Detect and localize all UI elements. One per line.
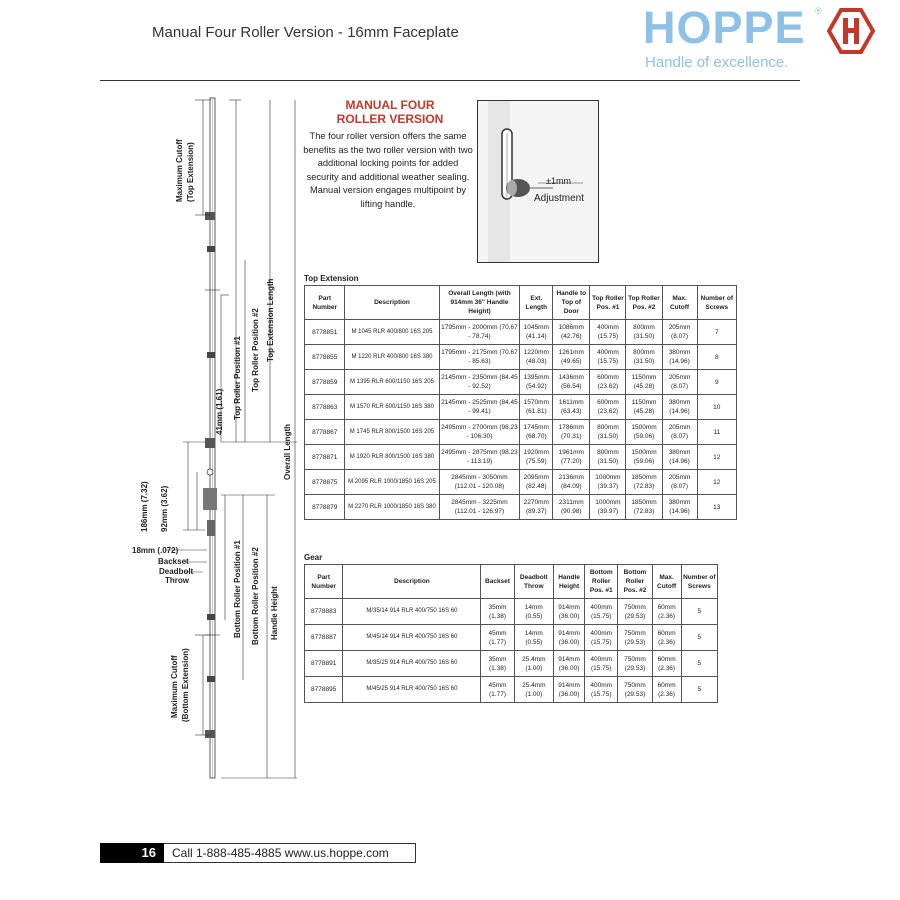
bottom-roller-position-1-label: Bottom Roller Position #1 xyxy=(233,540,242,638)
table-cell: 800mm (31.50) xyxy=(590,420,626,445)
part-number-cell: 8778875 xyxy=(305,470,345,495)
max-cutoff-top-sublabel: (Top Extension) xyxy=(186,142,195,202)
top-roller-position-2-label: Top Roller Position #2 xyxy=(251,308,260,392)
table-cell: 914mm (36.00) xyxy=(554,651,585,677)
table-cell: 35mm (1.38) xyxy=(481,599,514,625)
table-cell: 750mm (29.53) xyxy=(618,651,652,677)
table-cell: 1795mm - 2000mm (70.67 - 78.74) xyxy=(439,320,520,345)
table-cell: 25.4mm (1.00) xyxy=(514,651,553,677)
column-header: Top Roller Pos. #2 xyxy=(626,286,662,320)
table-cell: 2145mm - 2525mm (84.45 - 99.41) xyxy=(439,395,520,420)
column-header: Handle Height xyxy=(554,565,585,599)
top-extension-table xyxy=(304,285,737,520)
table-row xyxy=(305,470,737,495)
table-cell: 14mm (0.55) xyxy=(514,599,553,625)
table-cell: 400mm (15.75) xyxy=(585,677,618,703)
table-cell: 45mm (1.77) xyxy=(481,677,514,703)
table-cell: 12 xyxy=(697,445,736,470)
table-cell: 60mm (2.36) xyxy=(652,651,681,677)
table-cell: 1850mm (72.83) xyxy=(626,495,662,520)
part-number-cell: 8778887 xyxy=(305,625,343,651)
table-row xyxy=(305,320,737,345)
table-cell: 5 xyxy=(681,651,717,677)
table-cell: 2136mm (84.09) xyxy=(553,470,590,495)
gear-table xyxy=(304,564,718,703)
table-row xyxy=(305,677,718,703)
table-cell: 10 xyxy=(697,395,736,420)
table-cell: 600mm (23.62) xyxy=(590,370,626,395)
section-title-line-1: MANUAL FOUR xyxy=(345,98,435,112)
part-number-cell: 8778891 xyxy=(305,651,343,677)
table-cell: 1745mm (68.70) xyxy=(520,420,553,445)
table-cell: 1961mm (77.20) xyxy=(553,445,590,470)
table-cell: 800mm (31.50) xyxy=(626,345,662,370)
table-cell: 205mm (8.07) xyxy=(662,420,697,445)
column-header: Overall Length (with 914mm 36" Handle Height) xyxy=(439,286,520,320)
table-cell: 11 xyxy=(697,420,736,445)
table-cell: 400mm (15.75) xyxy=(585,625,618,651)
table-cell: 1395mm (54.92) xyxy=(520,370,553,395)
table-cell: 914mm (36.00) xyxy=(554,677,585,703)
table-cell: 400mm (15.75) xyxy=(585,599,618,625)
table-cell: 914mm (36.00) xyxy=(554,599,585,625)
column-header: Number of Screws xyxy=(681,565,717,599)
table-cell: 380mm (14.96) xyxy=(662,495,697,520)
top-extension-length-label: Top Extension Length xyxy=(266,278,275,362)
logo-hexagon-icon xyxy=(827,8,875,54)
table-cell: 2145mm - 2350mm (84.45 - 92.52) xyxy=(439,370,520,395)
table-cell: 60mm (2.36) xyxy=(652,599,681,625)
table-cell: 1786mm (70.31) xyxy=(553,420,590,445)
deadbolt-throw-label-1: Deadbolt xyxy=(159,567,194,576)
table-cell: 800mm (31.50) xyxy=(590,445,626,470)
table-cell: 2311mm (90.98) xyxy=(553,495,590,520)
table-cell: 1500mm (59.06) xyxy=(626,420,662,445)
part-number-cell: 8778863 xyxy=(305,395,345,420)
top-extension-table-title: Top Extension xyxy=(304,274,359,283)
description-cell: M 1570 RLR 600/1150 16S 380 xyxy=(345,395,439,420)
part-number-cell: 8778859 xyxy=(305,370,345,395)
table-row xyxy=(305,395,737,420)
table-row xyxy=(305,599,718,625)
column-header: Deadbolt Throw xyxy=(514,565,553,599)
table-cell: 5 xyxy=(681,599,717,625)
table-cell: 60mm (2.36) xyxy=(652,625,681,651)
table-cell: 1795mm - 2175mm (70.67 - 85.63) xyxy=(439,345,520,370)
table-cell: 5 xyxy=(681,625,717,651)
bottom-roller-position-2-label: Bottom Roller Position #2 xyxy=(251,547,260,645)
table-cell: 1086mm (42.76) xyxy=(553,320,590,345)
table-cell: 1000mm (39.37) xyxy=(590,470,626,495)
gear-table-title: Gear xyxy=(304,553,323,562)
table-cell: 380mm (14.96) xyxy=(662,395,697,420)
part-number-cell: 8778895 xyxy=(305,677,343,703)
table-cell: 750mm (29.53) xyxy=(618,625,652,651)
column-header: Max. Cutoff xyxy=(652,565,681,599)
table-row xyxy=(305,651,718,677)
table-cell: 1611mm (63.43) xyxy=(553,395,590,420)
logo-wordmark: HOPPE xyxy=(643,2,806,53)
table-cell: 1500mm (59.06) xyxy=(626,445,662,470)
table-row xyxy=(305,625,718,651)
column-header: Max. Cutoff xyxy=(662,286,697,320)
table-cell: 205mm (8.07) xyxy=(662,470,697,495)
table-cell: 1150mm (45.28) xyxy=(626,370,662,395)
column-header: Handle to Top of Door xyxy=(553,286,590,320)
max-cutoff-top-label: Maximum Cutoff xyxy=(175,139,184,202)
table-cell: 800mm (31.50) xyxy=(626,320,662,345)
table-row xyxy=(305,420,737,445)
description-cell: M 1220 RLR 400/800 16S 380 xyxy=(345,345,439,370)
table-cell: 914mm (36.00) xyxy=(554,625,585,651)
hoppe-logo xyxy=(643,2,893,74)
column-header: Top Roller Pos. #1 xyxy=(590,286,626,320)
part-number-cell: 8778883 xyxy=(305,599,343,625)
table-row xyxy=(305,445,737,470)
table-cell: 1045mm (41.14) xyxy=(520,320,553,345)
dimension-92mm-label: 92mm (3.62) xyxy=(160,485,169,532)
table-cell: 750mm (29.53) xyxy=(618,677,652,703)
part-number-cell: 8778879 xyxy=(305,495,345,520)
description-cell: M 2270 RLR 1000/1850 16S 380 xyxy=(345,495,439,520)
description-cell: M 1395 RLR 600/1150 16S 205 xyxy=(345,370,439,395)
table-cell: 2270mm (89.37) xyxy=(520,495,553,520)
dimension-41mm-label: 41mm (1.61) xyxy=(215,388,224,435)
table-cell: 45mm (1.77) xyxy=(481,625,514,651)
adjustment-tolerance-label: ±1mm xyxy=(546,176,571,186)
table-cell: 2095mm (82.48) xyxy=(520,470,553,495)
backset-label: Backset xyxy=(158,557,189,566)
table-row xyxy=(305,495,737,520)
section-title xyxy=(320,98,460,126)
description-cell: M/45/14 914 RLR 400/750 16S 60 xyxy=(343,625,481,651)
table-cell: 1000mm (39.97) xyxy=(590,495,626,520)
table-header-row xyxy=(305,286,737,320)
max-cutoff-bottom-label: Maximum Cutoff xyxy=(170,655,179,718)
column-header: Description xyxy=(343,565,481,599)
table-cell: 25.4mm (1.00) xyxy=(514,677,553,703)
column-header: Part Number xyxy=(305,565,343,599)
roller-adjustment-photo xyxy=(477,100,599,263)
dimension-18mm-label: 18mm (.072) xyxy=(132,546,179,555)
description-cell: M/35/25 914 RLR 400/750 16S 60 xyxy=(343,651,481,677)
description-cell: M/35/14 914 RLR 400/750 16S 60 xyxy=(343,599,481,625)
description-cell: M 1745 RLR 800/1500 16S 205 xyxy=(345,420,439,445)
table-cell: 2845mm - 3225mm (112.01 - 126.97) xyxy=(439,495,520,520)
table-cell: 400mm (15.75) xyxy=(585,651,618,677)
table-cell: 5 xyxy=(681,677,717,703)
table-header-row xyxy=(305,565,718,599)
table-cell: 600mm (23.62) xyxy=(590,395,626,420)
table-row xyxy=(305,370,737,395)
max-cutoff-bottom-sublabel: (Bottom Extension) xyxy=(181,648,190,722)
section-title-line-2: ROLLER VERSION xyxy=(336,112,444,126)
table-cell: 1150mm (45.28) xyxy=(626,395,662,420)
column-header: Number of Screws xyxy=(697,286,736,320)
table-cell: 7 xyxy=(697,320,736,345)
footer-contact: Call 1-888-485-4885 www.us.hoppe.com xyxy=(172,846,389,860)
table-cell: 2845mm - 3050mm (112.01 - 120.08) xyxy=(439,470,520,495)
table-cell: 9 xyxy=(697,370,736,395)
table-cell: 1261mm (49.65) xyxy=(553,345,590,370)
column-header: Part Number xyxy=(305,286,345,320)
table-cell: 14mm (0.55) xyxy=(514,625,553,651)
top-roller-position-1-label: Top Roller Position #1 xyxy=(233,336,242,420)
table-cell: 1920mm (75.59) xyxy=(520,445,553,470)
table-cell: 380mm (14.96) xyxy=(662,445,697,470)
description-cell: M 1045 RLR 400/800 16S 205 xyxy=(345,320,439,345)
description-cell: M 2095 RLR 1000/1850 16S 205 xyxy=(345,470,439,495)
description-cell: M 1920 RLR 800/1500 16S 380 xyxy=(345,445,439,470)
column-header: Bottom Roller Pos. #1 xyxy=(585,565,618,599)
column-header: Bottom Roller Pos. #2 xyxy=(618,565,652,599)
table-cell: 12 xyxy=(697,470,736,495)
deadbolt-throw-label-2: Throw xyxy=(165,576,189,585)
table-cell: 400mm (15.75) xyxy=(590,320,626,345)
handle-height-label: Handle Height xyxy=(270,586,279,640)
table-cell: 2495mm - 2875mm (98.23 - 113.19) xyxy=(439,445,520,470)
part-number-cell: 8778851 xyxy=(305,320,345,345)
dimension-186mm-label: 186mm (7.32) xyxy=(140,481,149,532)
overall-length-label: Overall Length xyxy=(283,423,292,480)
part-number-cell: 8778871 xyxy=(305,445,345,470)
table-cell: 2495mm - 2700mm (98.23 - 106.30) xyxy=(439,420,520,445)
column-header: Description xyxy=(345,286,439,320)
table-cell: 13 xyxy=(697,495,736,520)
roller-adjustment-drawing xyxy=(478,101,599,263)
description-cell: M/45/25 914 RLR 400/750 16S 60 xyxy=(343,677,481,703)
section-description: The four roller version offers the same benefits as the two roller version with two additional locking points for added security and additional weather sealing. Manual version engages multipoint by lifting handle. xyxy=(303,131,473,209)
adjustment-label: Adjustment xyxy=(534,193,585,204)
header-divider xyxy=(100,80,800,81)
table-row xyxy=(305,345,737,370)
table-cell: 205mm (8.07) xyxy=(662,370,697,395)
table-cell: 60mm (2.36) xyxy=(652,677,681,703)
registered-mark: ® xyxy=(815,6,822,16)
logo-tagline: Handle of excellence. xyxy=(645,54,789,71)
table-cell: 205mm (8.07) xyxy=(662,320,697,345)
table-cell: 750mm (29.53) xyxy=(618,599,652,625)
part-number-cell: 8778855 xyxy=(305,345,345,370)
multipoint-lock-diagram xyxy=(125,90,305,790)
part-number-cell: 8778867 xyxy=(305,420,345,445)
column-header: Backset xyxy=(481,565,514,599)
table-cell: 1850mm (72.83) xyxy=(626,470,662,495)
table-cell: 1220mm (48.03) xyxy=(520,345,553,370)
table-cell: 35mm (1.38) xyxy=(481,651,514,677)
table-cell: 1436mm (56.54) xyxy=(553,370,590,395)
table-cell: 8 xyxy=(697,345,736,370)
table-cell: 380mm (14.96) xyxy=(662,345,697,370)
table-cell: 400mm (15.75) xyxy=(590,345,626,370)
page-title: Manual Four Roller Version - 16mm Faceplate xyxy=(152,24,459,41)
lock-dimension-drawing xyxy=(125,90,305,790)
page-number: 16 xyxy=(100,843,164,863)
column-header: Ext. Length xyxy=(520,286,553,320)
table-cell: 1570mm (61.81) xyxy=(520,395,553,420)
